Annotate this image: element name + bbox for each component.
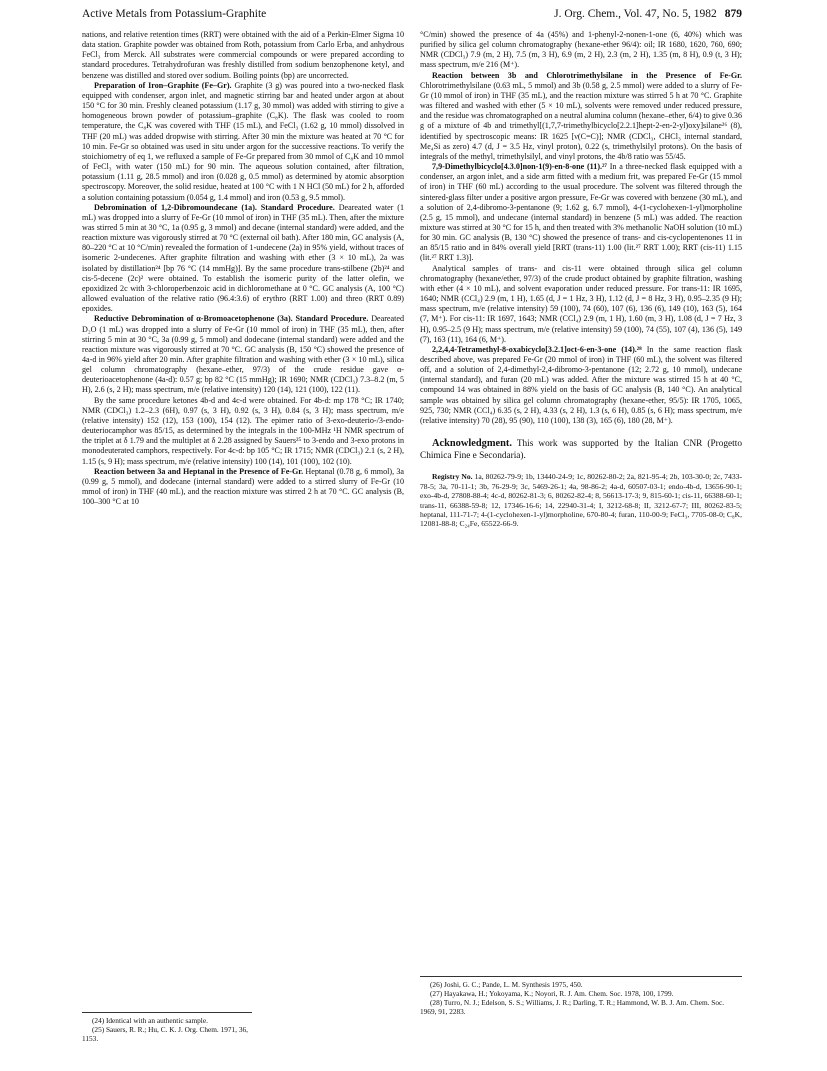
- paragraph-text: Graphite (3 g) was poured into a two-necked flask equipped with condenser, argon inlet, and magnetic stirring bar and heated under argon at about 150 °C for 30 min. Freshly cleaned potassium (1.17 g, 30 mmol) was added with stirring to give a homogeneous brown powder of potassium–graphite (C₈K). The flask was cooled to room temperature, the C₈K was covered with THF (15 mL), and FeCl₃ (1.62 g, 10 mmol) dissolved in THF (20 mL) was added dropwise with stirring. After 30 min the mixture was heated at 70 °C for 10 min. Fe-Gr so obtained was used in situ under argon for the successive reactions. To verify the stoichiometry of eq 1, we refluxed a sample of Fe-Gr prepared from 30 mmol of C₈K and 10 mmol of FeCl₃ with water (150 mL) for 90 min. The aqueous solution contained, after filtration, potassium (1.11 g, 28.5 mmol) and iron (0.028 g, 0.5 mmol) as determined by atomic absorption spectroscopy. Moreover, the solid residue, heated at 100 °C with 1 N HCl (50 mL) for 2 h, afforded a solution containing potassium (0.054 g, 1.4 mmol) and iron (0.53 g, 9.5 mmol).: [82, 80, 404, 202]
- section-heading: 2,2,4,4-Tetramethyl-8-oxabicyclo[3.2.1]oct-6-en-3-one (14).²⁸: [432, 344, 642, 354]
- acknowledgment: [420, 438, 742, 462]
- paragraph-text: Heptanal (0.78 g, 6 mmol), 3a (0.99 g, 5 mmol), and dodecane (internal standard) were added to a stirred slurry of Fe-Gr (10 mmol of iron) in THF (40 mL), and the reaction mixture was stirred 2 h at 70 °C. GC analysis (B, 100–300 °C at 10: [82, 466, 404, 507]
- section-heading: Reaction between 3b and Chlorotrimethylsilane in the Presence of Fe-Gr.: [432, 70, 742, 80]
- paragraph: [82, 467, 404, 508]
- footnote: (24) Identical with an authentic sample.: [92, 1016, 208, 1025]
- journal-name: J. Org. Chem., Vol. 47, No. 5, 1982: [554, 8, 717, 20]
- registry-text: 1a, 80262-79-9; 1b, 13440-24-9; 1c, 80262-80-2; 2a, 821-95-4; 2b, 103-30-0; 2c, 7433-78-5; 3a, 70-11-1; 3b, 76-29-9; 3c, 5469-26-1; 4a, 98-86-2; 4a-d, 60507-03-1; endo-4b-d, 13656-90-1; exo-4b-d, 27808-88-4; 4c-d, 80262-81-3; 6, 80262-82-4; 8, 56613-17-3; 9, 815-60-1; cis-11, 66388-60-1; trans-11, 66388-59-8; 12, 17346-16-6; 14, 22940-31-4; I, 3212-68-8; II, 3212-67-7; III, 80262-83-5; heptanal, 111-71-7; 4-(1-cyclohexen-1-yl)morpholine, 670-80-4; furan, 110-00-9; FeCl₃, 7705-08-0; C₈K, 12081-88-8; C₂₄Fe, 65522-66-9.: [420, 472, 742, 529]
- paragraph-text: By the same procedure ketones 4b-d and 4c-d were obtained. For 4b-d: mp 178 °C; IR 1740; NMR (CDCl₃) 1.2–2.3 (6H), 0.97 (s, 3 H), 0.92 (s, 3 H), 0.84 (s, 3 H); mass spectrum, m/e (relative intensity) 152 (12), 153 (100), 154 (12). The epimer ratio of 3-exo-deuterio-/3-endo-deuteriocamphor was 85/15, as determined by the integrals in the 100-MHz ¹H NMR spectrum of the triplet at δ 1.79 and the multiplet at δ 2.28 assigned by Sauers²⁵ to 3-endo and 3-exo protons in monodeuterated camphors, respectively. For 4c-d: bp 105 °C; IR 1715; NMR (CDCl₃) 2.1 (s, 2 H), 1.15 (s, 9 H); mass spectrum, m/e (relative intensity) 100 (14), 101 (100), 102 (10).: [82, 395, 404, 466]
- paragraph-text: In a three-necked flask equipped with a condenser, an argon inlet, and a side arm fitted with a medium frit, was prepared Fe-Gr (15 mmol of iron) in THF (60 mL) according to the usual procedure. The solvent was filtered through the sintered-glass filter under a positive argon pressure, Fe-Gr was covered with benzene (30 mL), and a solution of 2,4-dibromo-3-pentanone (9; 1.62 g, 6.7 mmol), 4-(1-cyclohexen-1-yl)morpholine (2.5 g, 15 mmol), and undecane (internal standard) in benzene (5 mL) was added. The reaction mixture was stirred at 30 °C for 15 h, and then treated with 3% methanolic NaOH solution (10 mL) for 30 min. GC analysis (B, 130 °C) showed the presence of trans- and cis-cyclopentenones 11 in an 85/15 ratio and in 84% overall yield [RRT (trans-11) 1.00 (lit.²⁷ RRT 1.00); RRT (cis-11) 1.15 (lit.²⁷ RRT 1.3)].: [420, 162, 742, 263]
- left-column: [82, 30, 404, 507]
- page-number: 879: [724, 8, 742, 20]
- running-title: Active Metals from Potassium-Graphite: [82, 8, 267, 20]
- footnote: (27) Hayakawa, H.; Yokoyama, K.; Noyori, R. J. Am. Chem. Soc. 1978, 100, 1799.: [430, 989, 674, 998]
- paragraph: [420, 264, 742, 345]
- paragraph: [82, 30, 404, 81]
- registry-heading: Registry No.: [432, 472, 473, 482]
- footnote: (26) Joshi, G. C.; Pande, L. M. Synthesis 1975, 450.: [430, 980, 583, 989]
- section-heading: Reductive Debromination of α-Bromoacetophenone (3a). Standard Procedure.: [94, 314, 369, 324]
- footnotes-right: [420, 976, 742, 1016]
- paragraph-text: Deareated D₂O (1 mL) was dropped into a slurry of Fe-Gr (10 mmol of iron) in THF (35 mL), then, after stirring 5 min at 30 °C, 3a (0.99 g, 5 mmol) and dodecane (internal standard) were added and the reaction mixture was vigorously stirred at 70 °C. GC analysis (B, 150 °C) showed the presence of 4a-d in 96% yield after 20 min. After graphite filtration and washing with ether (3 × 10 mL), silica gel column chromatography (hexane–ether, 97/3) of the crude residue gave α-deuterioacetophenone (4a-d): 0.57 g; bp 82 °C (15 mmHg); IR 1690; NMR (CDCl₃) 7.3–8.2 (m, 5 H), 2.6 (s, 2 H); mass spectrum, m/e (relative intensity) 120 (14), 121 (100), 122 (11).: [82, 314, 404, 395]
- acknowledgment-heading: Acknowledgment.: [432, 438, 512, 450]
- paragraph: [82, 396, 404, 467]
- footnote: (28) Turro, N. J.; Edelson, S. S.; Williams, J. R.; Darling, T. R.; Hammond, W. B. J. Am. Chem. Soc. 1969, 91, 2283.: [420, 998, 725, 1016]
- paragraph: [82, 81, 404, 203]
- paragraph: [420, 30, 742, 71]
- section-heading: Reaction between 3a and Heptanal in the Presence of Fe-Gr.: [94, 466, 304, 476]
- journal-citation: [554, 8, 742, 20]
- section-heading: Debromination of 1,2-Dibromoundecane (1a). Standard Procedure.: [94, 202, 335, 212]
- section-heading: 7,9-Dimethylbicyclo[4.3.0]non-1(9)-en-8-one (11).²⁷: [432, 162, 607, 172]
- footnote: (25) Sauers, R. R.; Hu, C. K. J. Org. Chem. 1971, 36, 1153.: [82, 1025, 248, 1043]
- paragraph: [420, 345, 742, 426]
- paragraph-text: Deareated water (1 mL) was dropped into a slurry of Fe-Gr (10 mmol of iron) in THF (35 mL). Then, after the mixture was stirred 5 min at 30 °C, 1a (0.95 g, 3 mmol) and decane (internal standard) were added, and the reaction mixture was vigorously stirred at 70 °C (external oil bath). After 180 min, GC analysis (A, 80–220 °C at 10 °C/min) revealed the formation of 1-undecene (2a) in 95% yield, without traces of isomeric 2-undecenes. After graphite filtration and washing with ether (3 × 10 mL), 2a was isolated by distillation²⁴ [bp 76 °C (14 mmHg)]. By the same procedure trans-stilbene (2b)²⁴ and cis-5-decene (2c)² were obtained. To establish the isomeric purity of the latter olefin, we epoxidized 2c with 3-chloroperbenzoic acid in dichloromethane at 0 °C. GC analysis (A, 100 °C) allowed evaluation of the relative ratio (96.4:3.6) of erythro (RRT 1.00) and threo (RRT 0.89) epoxides.: [82, 202, 404, 314]
- paragraph-text: °C/min) showed the presence of 4a (45%) and 1-phenyl-2-nonen-1-one (6, 40%) which was purified by silica gel column chromatography (hexane-ether 96/4): oil; IR 1680, 1620, 760, 690; NMR (CDCl₃) 7.9 (m, 2 H), 7.5 (m, 3 H), 6.9 (m, 2 H), 2.3 (m, 2 H), 1.35 (m, 8 H), 0.9 (t, 3 H); mass spectrum, m/e 216 (M⁺).: [420, 30, 742, 70]
- paragraph: [420, 71, 742, 162]
- paragraph-text: nations, and relative retention times (RRT) were obtained with the aid of a Perkin-Elmer Sigma 10 data station. Graphite powder was obtained from Roth, potassium from Carlo Erba, and anhydrous FeCl₃ from Merck. All substrates were commercial compounds or were prepared according to standard procedures. Tetrahydrofuran was freshly distilled from sodium benzophenone ketyl, and benzene was distilled and stored over sodium. Boiling points (bp) are uncorrected.: [82, 30, 404, 80]
- section-heading: Preparation of Iron–Graphite (Fe–Gr).: [94, 80, 232, 90]
- paragraph: [420, 162, 742, 264]
- paragraph: [82, 314, 404, 395]
- registry-numbers: [420, 472, 742, 528]
- right-paragraphs: [420, 30, 742, 426]
- paragraph: [82, 203, 404, 315]
- paragraph-text: Chlorotrimethylsilane (0.63 mL, 5 mmol) and 3b (0.58 g, 2.5 mmol) were added to a slurry of Fe-Gr (10 mmol of iron) in THF (35 mL), and the reaction mixture was stirred 5 h at 70 °C. Graphite was filtered and washed with ether (5 × 10 mL), solvents were removed under reduced pressure, and the residue was chromatographed on a neutral alumina column (hexane–ether, 6/4) to give 0.36 g of a mixture of 4b and trimethyl[(1,7,7-trimethylbicyclo[2.2.1]hept-2-en-2-yl)oxy]silane²⁶ (8), identified by spectroscopic means: IR 1625 [ν(C=C)]; NMR (CDCl₃, CHCl₃ internal standard, Me₄Si as zero) 4.7 (d, J = 3.5 Hz, vinyl proton), 0.22 (s, trimethylsilyl protons). On the basis of integrals of the methyl, trimethylsilyl, and vinyl protons, the 4b/8 ratio was 55/45.: [420, 80, 742, 161]
- paragraph-text: In the same reaction flask described above, was prepared Fe-Gr (20 mmol of iron) in THF (60 mL), the solvent was filtered off, and a solution of 2,4-dimethyl-2,4-dibromo-3-pentanone (12; 2.72 g, 10 mmol), undecane (internal standard), and furan (20 mL) was added. After the mixture was stirred 15 h at 40 °C, compound 14 was obtained in 88% yield on the basis of GC analysis (B, 140 °C). An analytical sample was obtained by silica gel column chromatography (hexane-ether, 95/5): IR 1705, 1065, 925, 730; NMR (CCl₄) 6.35 (s, 2 H), 4.33 (s, 2 H), 1.3 (s, 6 H), 0.85 (s, 6 H); mass spectrum, m/e (relative intensity) 70 (28), 95 (90), 110 (100), 138 (3), 165 (6), 180 (28, M⁺).: [420, 344, 742, 425]
- running-header: [82, 8, 742, 26]
- paragraph-text: Analytical samples of trans- and cis-11 were obtained through silica gel column chromatography (hexane/ether, 97/3) of the crude product obtained by graphite filtration, washing with ether (4 × 10 mL), and solvent evaporation under reduced pressure. For trans-11: IR 1695, 1640; NMR (CCl₄) 2.9 (m, 1 H), 1.65 (d, J = 1 Hz, 3 H), 1.12 (d, J = 8 Hz, 3 H), 0.95–2.35 (9 H); mass spectrum, m/e (relative intensity) 59 (100), 74 (60), 107 (6), 136 (6), 149 (10), 163 (5), 164 (7, M⁺). For cis-11: IR 1697, 1643; NMR (CCl₄) 2.9 (m, 1 H), 1.60 (m, 3 H), 1.08 (d, J = 7 Hz, 3 H), 0.95–2.5 (9 H); mass spectrum, m/e (relative intensity) 59 (100), 74 (55), 107 (4), 136 (5), 149 (7), 163 (11), 164 (6, M⁺).: [420, 263, 742, 344]
- acknowledgment-text: This work was supported by the Italian CNR (Progetto Chimica Fine e Secondaria).: [420, 439, 742, 461]
- right-column: [420, 30, 742, 529]
- footnotes-left: [82, 1012, 252, 1043]
